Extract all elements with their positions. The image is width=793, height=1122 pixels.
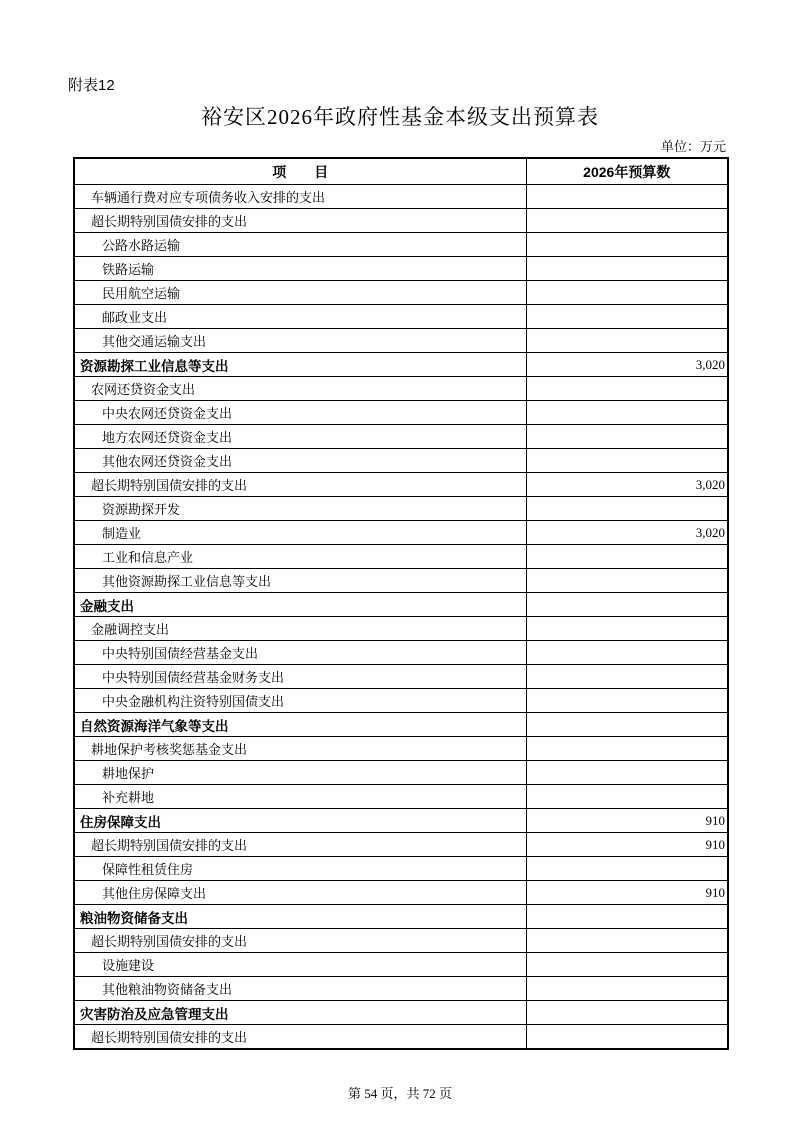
item-label: 资源勘探开发	[74, 497, 526, 521]
budget-value	[526, 1001, 728, 1025]
table-row	[74, 473, 728, 497]
table-row	[74, 305, 728, 329]
table-row	[74, 329, 728, 353]
table-row	[74, 977, 728, 1001]
item-label: 制造业	[74, 521, 526, 545]
table-row	[74, 905, 728, 929]
item-label: 公路水路运输	[74, 233, 526, 257]
budget-value	[526, 209, 728, 233]
table-row	[74, 761, 728, 785]
item-label: 民用航空运输	[74, 281, 526, 305]
item-label: 工业和信息产业	[74, 545, 526, 569]
budget-value	[526, 281, 728, 305]
budget-value	[526, 617, 728, 641]
unit-label: 单位：万元	[660, 139, 726, 154]
budget-value	[526, 665, 728, 689]
budget-value: 910	[526, 809, 728, 833]
budget-value	[526, 785, 728, 809]
table-row	[74, 545, 728, 569]
column-header-budget: 2026年预算数	[526, 158, 728, 185]
table-row	[74, 857, 728, 881]
table-row	[74, 281, 728, 305]
budget-value	[526, 329, 728, 353]
table-row	[74, 209, 728, 233]
budget-value: 910	[526, 833, 728, 857]
item-label: 灾害防治及应急管理支出	[74, 1001, 526, 1025]
table-row	[74, 737, 728, 761]
item-label: 中央特别国债经营基金财务支出	[74, 665, 526, 689]
budget-value: 3,020	[526, 521, 728, 545]
budget-value: 3,020	[526, 473, 728, 497]
item-label: 超长期特别国债安排的支出	[74, 929, 526, 953]
budget-value	[526, 1025, 728, 1050]
item-label: 超长期特别国债安排的支出	[74, 833, 526, 857]
budget-value	[526, 377, 728, 401]
budget-table	[73, 157, 729, 1050]
table-row	[74, 1001, 728, 1025]
item-label: 其他交通运输支出	[74, 329, 526, 353]
table-row	[74, 809, 728, 833]
budget-value	[526, 929, 728, 953]
budget-value	[526, 737, 728, 761]
item-label: 铁路运输	[74, 257, 526, 281]
table-row	[74, 353, 728, 377]
budget-value	[526, 641, 728, 665]
item-label: 其他粮油物资储备支出	[74, 977, 526, 1001]
budget-value	[526, 953, 728, 977]
item-label: 其他农网还贷资金支出	[74, 449, 526, 473]
budget-value	[526, 977, 728, 1001]
budget-value: 910	[526, 881, 728, 905]
budget-value	[526, 185, 728, 209]
item-label: 其他资源勘探工业信息等支出	[74, 569, 526, 593]
item-label: 超长期特别国债安排的支出	[74, 473, 526, 497]
item-label: 中央特别国债经营基金支出	[74, 641, 526, 665]
table-row	[74, 569, 728, 593]
item-label: 资源勘探工业信息等支出	[74, 353, 526, 377]
item-label: 中央农网还贷资金支出	[74, 401, 526, 425]
table-header-row	[74, 158, 728, 185]
budget-value	[526, 497, 728, 521]
item-label: 自然资源海洋气象等支出	[74, 713, 526, 737]
table-row	[74, 689, 728, 713]
budget-value	[526, 545, 728, 569]
table-row	[74, 617, 728, 641]
table-row	[74, 377, 728, 401]
budget-table-body	[74, 185, 728, 1050]
table-row	[74, 497, 728, 521]
item-label: 设施建设	[74, 953, 526, 977]
table-row	[74, 641, 728, 665]
budget-value	[526, 905, 728, 929]
table-row	[74, 833, 728, 857]
item-label: 补充耕地	[74, 785, 526, 809]
table-row	[74, 713, 728, 737]
item-label: 邮政业支出	[74, 305, 526, 329]
budget-value	[526, 689, 728, 713]
item-label: 保障性租赁住房	[74, 857, 526, 881]
table-row	[74, 593, 728, 617]
table-row	[74, 449, 728, 473]
table-row	[74, 233, 728, 257]
budget-value	[526, 713, 728, 737]
page-title: 裕安区2026年政府性基金本级支出预算表	[201, 105, 599, 129]
column-header-item: 项 目	[74, 158, 526, 185]
page-number-footer: 第 54 页，共 72 页	[347, 1086, 452, 1101]
table-row	[74, 1025, 728, 1050]
table-row	[74, 665, 728, 689]
item-label: 耕地保护考核奖惩基金支出	[74, 737, 526, 761]
table-row	[74, 953, 728, 977]
budget-value	[526, 857, 728, 881]
budget-value	[526, 593, 728, 617]
budget-value	[526, 305, 728, 329]
budget-value	[526, 425, 728, 449]
table-row	[74, 785, 728, 809]
budget-value: 3,020	[526, 353, 728, 377]
item-label: 耕地保护	[74, 761, 526, 785]
table-row	[74, 425, 728, 449]
item-label: 车辆通行费对应专项债务收入安排的支出	[74, 185, 526, 209]
item-label: 粮油物资储备支出	[74, 905, 526, 929]
item-label: 农网还贷资金支出	[74, 377, 526, 401]
item-label: 超长期特别国债安排的支出	[74, 209, 526, 233]
item-label: 其他住房保障支出	[74, 881, 526, 905]
item-label: 住房保障支出	[74, 809, 526, 833]
table-row	[74, 401, 728, 425]
table-row	[74, 881, 728, 905]
budget-value	[526, 761, 728, 785]
table-row	[74, 521, 728, 545]
item-label: 超长期特别国债安排的支出	[74, 1025, 526, 1050]
budget-value	[526, 569, 728, 593]
budget-value	[526, 233, 728, 257]
table-row	[74, 185, 728, 209]
table-row	[74, 929, 728, 953]
budget-value	[526, 257, 728, 281]
item-label: 中央金融机构注资特别国债支出	[74, 689, 526, 713]
budget-value	[526, 449, 728, 473]
item-label: 金融支出	[74, 593, 526, 617]
table-row	[74, 257, 728, 281]
item-label: 金融调控支出	[74, 617, 526, 641]
attachment-table-number: 附表12	[68, 77, 115, 94]
budget-value	[526, 401, 728, 425]
item-label: 地方农网还贷资金支出	[74, 425, 526, 449]
